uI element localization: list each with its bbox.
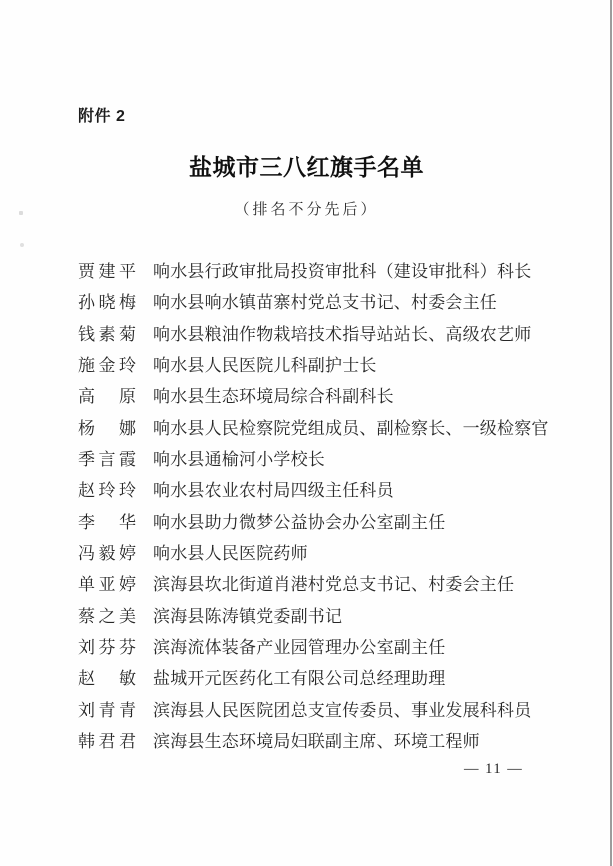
list-item [78, 632, 578, 663]
awardee-position: 响水县人民医院儿科副护士长 [153, 356, 377, 376]
awardee-position: 滨海流体装备产业园管理办公室副主任 [153, 638, 446, 658]
list-item [78, 381, 578, 412]
list-item [78, 444, 578, 475]
awardee-position: 响水县生态环境局综合科副科长 [153, 387, 394, 407]
list-item [78, 663, 578, 694]
awardee-name: 杨 娜 [78, 418, 136, 438]
list-item [78, 569, 578, 600]
awardee-name: 施金玲 [78, 356, 136, 376]
awardee-position: 响水县通榆河小学校长 [153, 450, 325, 470]
awardee-name: 单亚婷 [78, 575, 136, 595]
awardee-position: 响水县行政审批局投资审批科（建设审批科）科长 [153, 262, 532, 281]
list-item [78, 507, 578, 538]
awardee-position: 响水县粮油作物栽培技术指导站站长、高级农艺师 [153, 324, 532, 344]
awardee-name: 刘芬芬 [78, 638, 136, 658]
list-item [78, 287, 578, 318]
awardee-name: 孙晓梅 [78, 293, 136, 313]
awardee-name: 贾建平 [78, 262, 136, 281]
awardee-name: 冯毅婷 [78, 544, 136, 564]
awardee-position: 响水县人民医院药师 [153, 544, 308, 564]
list-item [78, 601, 578, 632]
awardee-name: 季言霞 [78, 450, 136, 470]
awardee-position: 滨海县陈涛镇党委副书记 [153, 606, 343, 626]
awardee-position: 滨海县坎北街道肖港村党总支书记、村委会主任 [153, 575, 515, 595]
awardee-list [78, 256, 578, 758]
list-item [78, 475, 578, 506]
scan-edge-line [610, 0, 612, 866]
awardee-position: 响水县响水镇苗寨村党总支书记、村委会主任 [153, 293, 497, 313]
awardee-position: 响水县农业农村局四级主任科员 [153, 481, 394, 501]
list-item [78, 726, 578, 757]
list-item [78, 413, 578, 444]
scan-speck [20, 243, 24, 247]
awardee-position: 响水县人民检察院党组成员、副检察长、一级检察官 [153, 418, 549, 438]
awardee-name: 李 华 [78, 512, 136, 532]
awardee-position: 滨海县人民医院团总支宣传委员、事业发展科科员 [153, 700, 532, 720]
awardee-name: 韩君君 [78, 732, 136, 752]
awardee-name: 钱素菊 [78, 324, 136, 344]
awardee-position: 滨海县生态环境局妇联副主席、环境工程师 [153, 732, 480, 752]
awardee-position: 盐城开元医药化工有限公司总经理助理 [153, 669, 446, 689]
awardee-name: 赵玲玲 [78, 481, 136, 501]
page-number: — 11 — [464, 761, 524, 777]
awardee-name: 赵 敏 [78, 669, 136, 689]
awardee-name: 蔡之美 [78, 606, 136, 626]
document-title: 盐城市三八红旗手名单 [189, 155, 424, 180]
awardee-position: 响水县助力微梦公益协会办公室副主任 [153, 512, 446, 532]
list-item [78, 319, 578, 350]
awardee-name: 刘青青 [78, 700, 136, 720]
list-item [78, 256, 578, 287]
awardee-name: 高 原 [78, 387, 136, 407]
list-item [78, 695, 578, 726]
list-item [78, 538, 578, 569]
attachment-label: 附件 2 [78, 108, 126, 125]
list-item [78, 350, 578, 381]
document-subtitle: （排名不分先后） [234, 202, 379, 218]
scan-speck [19, 211, 23, 215]
